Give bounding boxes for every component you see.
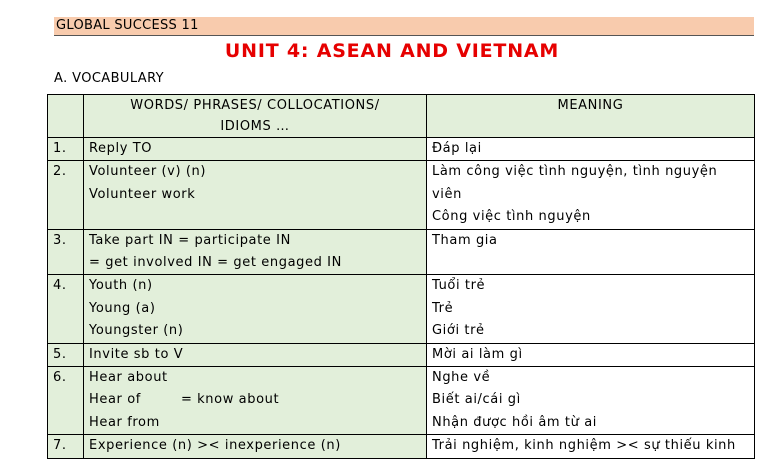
- meaning-entry: Nghe về: [432, 370, 491, 386]
- word-entry: Take part IN = participate IN: [89, 232, 291, 248]
- meaning-entry: Tham gia: [432, 232, 498, 248]
- row-number: 4.: [48, 275, 84, 343]
- row-meanings: [427, 138, 755, 161]
- header-words: WORDS/ PHRASES/ COLLOCATIONS/ IDIOMS …: [84, 95, 427, 138]
- table-row: [48, 229, 755, 275]
- table-row: [48, 367, 755, 435]
- row-words: [84, 435, 427, 458]
- word-entry: Volunteer (v) (n): [89, 164, 207, 180]
- meaning-entry: Giới trẻ: [432, 323, 485, 339]
- meaning-entry: Đáp lại: [432, 141, 482, 156]
- row-words: [84, 161, 427, 229]
- row-words: [84, 367, 427, 435]
- row-words: [84, 229, 427, 275]
- meaning-entry: Trẻ: [432, 300, 454, 316]
- word-entry: Hear about: [89, 370, 168, 386]
- word-entry-pair: [89, 389, 421, 411]
- row-number: 2.: [48, 161, 84, 229]
- word-entry: Young (a): [89, 300, 156, 316]
- header-meaning: MEANING: [427, 95, 755, 138]
- header-num-cell: [48, 95, 84, 138]
- meaning-entry: Mời ai làm gì: [432, 346, 523, 362]
- row-number: 7.: [48, 435, 84, 458]
- row-words: [84, 343, 427, 366]
- unit-title: UNIT 4: ASEAN AND VIETNAM: [224, 40, 560, 62]
- meaning-entry: Nhận được hồi âm từ ai: [432, 414, 597, 430]
- meaning-entry: Biết ai/cái gì: [432, 392, 521, 408]
- row-meanings: [427, 229, 755, 275]
- row-number: 6.: [48, 367, 84, 435]
- section-title: A. VOCABULARY: [54, 71, 165, 86]
- word-entry: Youngster (n): [89, 323, 184, 339]
- word-entry: Reply TO: [89, 141, 153, 156]
- row-number: 3.: [48, 229, 84, 275]
- row-words: [84, 275, 427, 343]
- meaning-entry: Trải nghiệm, kinh nghiệm >< sự thiếu kinh: [432, 438, 736, 454]
- meaning-entry: Tuổi trẻ: [432, 278, 486, 294]
- table-header-row: [48, 95, 755, 138]
- book-title: GLOBAL SUCCESS 11: [56, 18, 199, 33]
- word-entry: Volunteer work: [89, 186, 196, 202]
- row-meanings: [427, 367, 755, 435]
- row-meanings: [427, 343, 755, 366]
- row-meanings: [427, 275, 755, 343]
- word-entry: = get involved IN = get engaged IN: [89, 255, 342, 271]
- table-row: [48, 138, 755, 161]
- table-row: [48, 435, 755, 458]
- meaning-entry: Làm công việc tình nguyện, tình nguyện viên: [432, 164, 718, 202]
- word-entry: = know about: [180, 392, 280, 408]
- table-row: [48, 343, 755, 366]
- word-entry: Experience (n) >< inexperience (n): [89, 438, 341, 454]
- word-entry: Hear of: [89, 392, 141, 408]
- row-words: [84, 138, 427, 161]
- row-number: 5.: [48, 343, 84, 366]
- word-entry: Invite sb to V: [89, 346, 184, 362]
- row-number: 1.: [48, 138, 84, 161]
- word-entry: Hear from: [89, 414, 160, 430]
- header-bar: [54, 17, 754, 36]
- meaning-entry: Công việc tình nguyện: [432, 209, 591, 225]
- table-row: [48, 161, 755, 229]
- table-row: [48, 275, 755, 343]
- row-meanings: [427, 161, 755, 229]
- row-meanings: [427, 435, 755, 458]
- vocabulary-table: [47, 94, 755, 459]
- word-entry: Youth (n): [89, 278, 153, 294]
